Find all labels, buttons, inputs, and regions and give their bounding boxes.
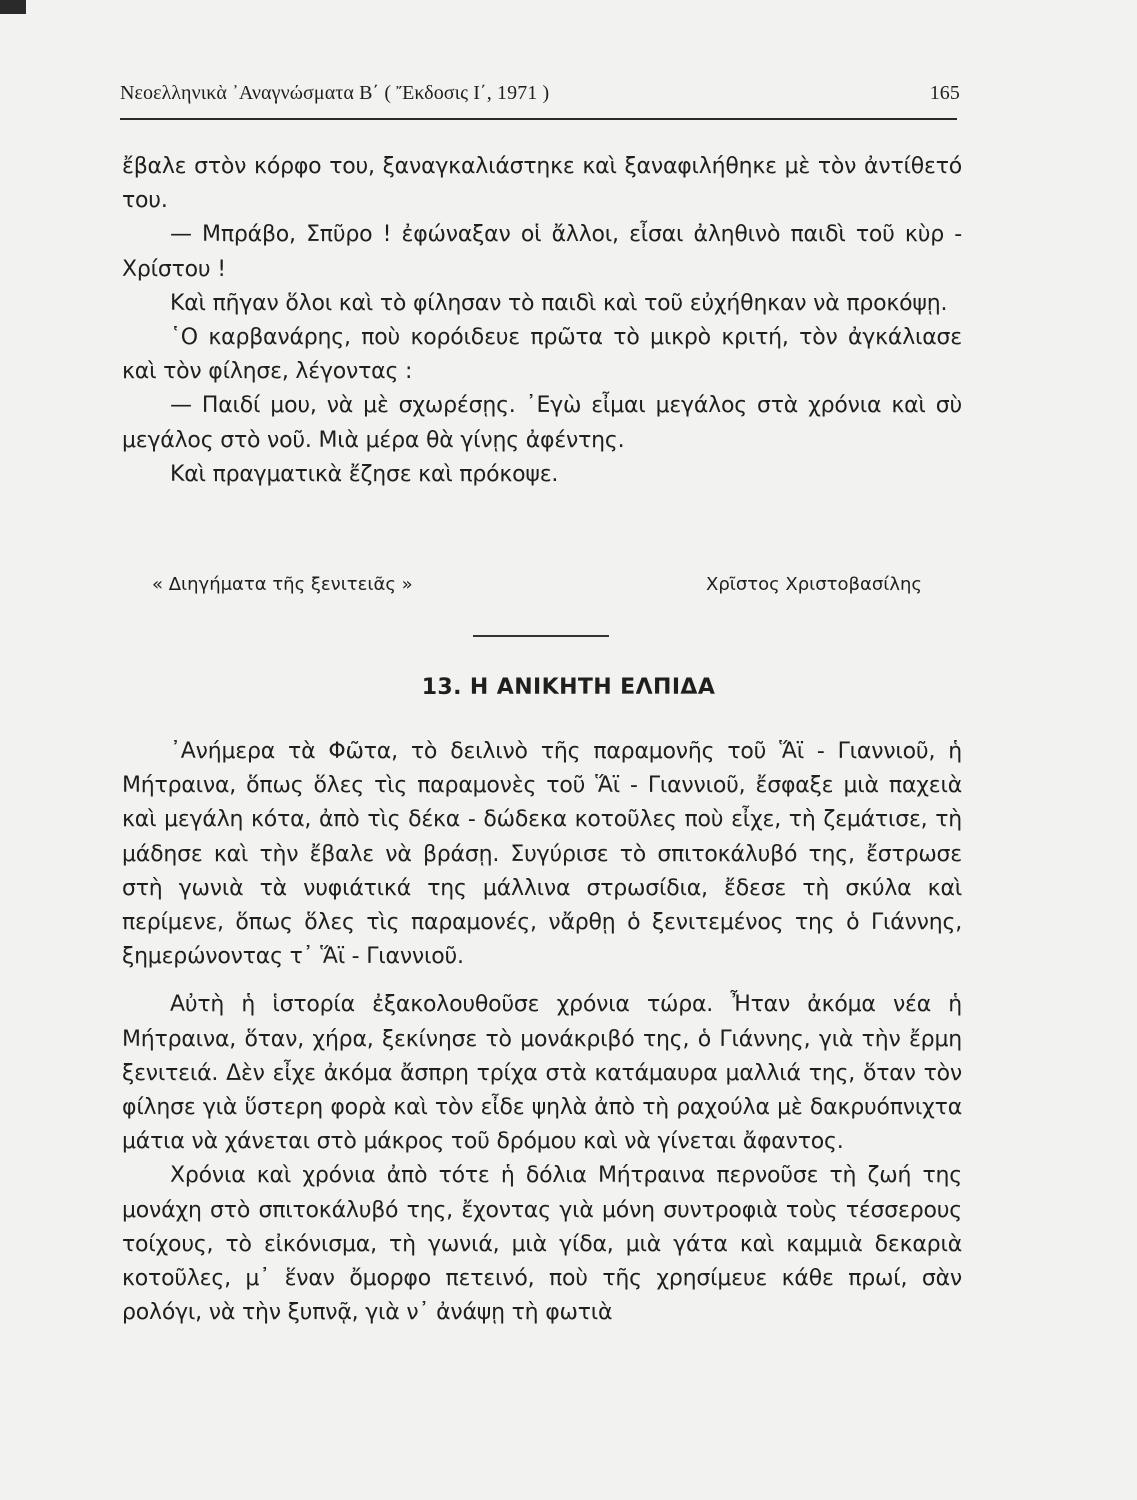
scan-corner-mark: [0, 0, 26, 14]
story-source: [152, 570, 922, 600]
story-paragraph: ῾Ο καρβανάρης, ποὺ κορόιδευε πρῶτα τὸ μικρὸ κριτή, τὸν ἀγκάλιασε καὶ τὸν φίλησε, λέγοντας :: [122, 325, 962, 385]
chapter-paragraph: Αὐτὴ ἡ ἱστορία ἐξακολουθοῦσε χρόνια τώρα. Ἦταν ἀκόμα νέα ἡ Μήτραινα, ὅταν, χήρα, ξεκίνησε τὸ μονάκριβό της, ὁ Γιάννης, γιὰ τὴν ἔρμη ξενιτειά. Δὲν εἶχε ἀκόμα ἄσπρη τρίχα στὰ κατάμαυρα μαλλιά της, ὅταν τὸν φίλησε γιὰ ὕστερη φορὰ καὶ τὸν εἶδε ψηλὰ ἀπὸ τὴ ραχούλα μὲ δακρυόπνιχτα μάτια νὰ χάνεται στὸ μάκρος τοῦ δρόμου καὶ νὰ γίνεται ἄφαντος.: [122, 992, 962, 1155]
chapter-paragraph: Χρόνια καὶ χρόνια ἀπὸ τότε ἡ δόλια Μήτραινα περνοῦσε τὴ ζωή της μονάχη στὸ σπιτοκάλυβό της, ἔχοντας γιὰ μόνη συντροφιὰ τοὺς τέσσερους τοίχους, τὸ εἰκόνισμα, τὴ γωνιά, μιὰ γίδα, μιὰ γάτα καὶ καμμιὰ δεκαριὰ κοτοῦλες, μ᾿ ἕναν ὄμορφο πετεινό, ποὺ τῆς χρησίμευε κάθε πρωί, σὰν ρολόγι, νὰ τὴν ξυπνᾷ, γιὰ ν᾿ ἀνάψῃ τὴ φωτιὰ: [122, 1163, 962, 1326]
story-paragraph: — Παιδί μου, νὰ μὲ σχωρέσῃς. ᾿Εγὼ εἶμαι μεγάλος στὰ χρόνια καὶ σὺ μεγάλος στὸ νοῦ. Μιὰ μέρα θὰ γίνῃς ἀφέντης.: [122, 393, 962, 453]
previous-story-ending: [122, 150, 962, 492]
chapter-body: [122, 735, 962, 1330]
page-number: 165: [929, 82, 960, 104]
section-divider: [473, 635, 609, 637]
book-title-header: Νεοελληνικὰ ᾿Αναγνώσματα Β΄ ( Ἔκδοσις Ι΄, 1971 ): [120, 82, 550, 104]
chapter-title: 13. Η ΑΝΙΚΗΤΗ ΕΛΠΙΔΑ: [421, 675, 716, 700]
running-header: [120, 82, 960, 114]
source-title: « Διηγήματα τῆς ξενιτειᾶς »: [152, 574, 413, 595]
header-rule: [120, 118, 957, 120]
story-paragraph: — Μπράβο, Σπῦρο ! ἐφώναξαν οἱ ἄλλοι, εἶσαι ἀληθινὸ παιδὶ τοῦ κὺρ - Χρίστου !: [122, 222, 962, 282]
story-paragraph: ἔβαλε στὸν κόρφο του, ξαναγκαλιάστηκε καὶ ξαναφιλήθηκε μὲ τὸν ἀντίθετό του.: [122, 154, 962, 214]
source-author: Χρῖστος Χριστοβασίλης: [706, 574, 922, 595]
story-paragraph: Καὶ πραγματικὰ ἔζησε καὶ πρόκοψε.: [170, 461, 559, 487]
chapter-paragraph: ᾿Ανήμερα τὰ Φῶτα, τὸ δειλινὸ τῆς παραμονῆς τοῦ Ἅϊ - Γιαννιοῦ, ἡ Μήτραινα, ὅπως ὅλες τὶς παραμονὲς τοῦ Ἅϊ - Γιαννιοῦ, ἔσφαξε μιὰ παχειὰ καὶ μεγάλη κότα, ἀπὸ τὶς δέκα - δώδεκα κοτοῦλες ποὺ εἶχε, τὴ ζεμάτισε, τὴ μάδησε καὶ τὴν ἔβαλε νὰ βράσῃ. Συγύρισε τὸ σπιτοκάλυβό της, ἔστρωσε στὴ γωνιὰ τὰ νυφιάτικά της μάλλινα στρωσίδια, ἔδεσε τὴ σκύλα καὶ περίμενε, ὅπως ὅλες τὶς παραμονές, νἄρθῃ ὁ ξενιτεμένος της ὁ Γιάννης, ξημερώνοντας τ᾿ Ἅϊ - Γιαννιοῦ.: [122, 739, 962, 970]
story-paragraph: Καὶ πῆγαν ὅλοι καὶ τὸ φίλησαν τὸ παιδὶ καὶ τοῦ εὐχήθηκαν νὰ προκόψῃ.: [170, 290, 948, 316]
